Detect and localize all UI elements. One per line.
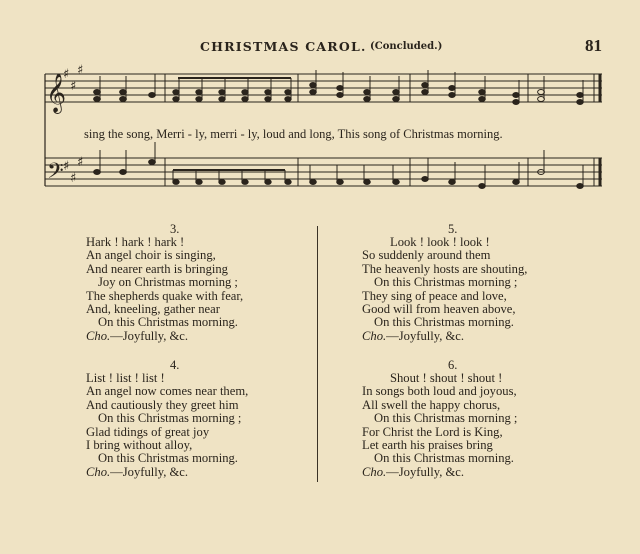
verse-line: On this Christmas morning. [374,451,514,466]
verse-line: They sing of peace and love, [362,288,507,303]
svg-text:♯: ♯ [77,155,84,170]
svg-text:♯: ♯ [70,171,77,186]
music-lyrics: sing the song, Merri - ly, merri - ly, loud and long, This song of Christmas morning. [84,127,503,141]
svg-text:♯: ♯ [63,159,70,174]
verse-line: I bring without alloy, [86,438,193,453]
page-number: 81 [585,36,602,55]
chorus-text: —Joyfully, &c. [110,464,189,479]
verse-line: And cautiously they greet him [86,397,239,412]
verse-line: Hark ! hark ! hark ! [86,235,185,249]
chorus-line [86,330,243,343]
column-divider [317,226,318,482]
verse-line: And, kneeling, gather near [86,302,220,317]
svg-text:♯: ♯ [70,79,77,94]
svg-text:♯: ♯ [77,63,84,78]
music-score [0,0,640,210]
verse-line: The heavenly hosts are shouting, [362,261,528,276]
verse-line: Shout ! shout ! shout ! [390,371,503,385]
chorus-text: —Joyfully, &c. [386,328,465,343]
verse-line: List ! list ! list ! [86,371,165,385]
verse-line: On this Christmas morning. [98,315,238,330]
verse-number: 5. [448,222,458,236]
verse-line: And nearer earth is bringing [86,261,228,276]
verse-line: Let earth his praises bring [362,438,493,453]
verse-line: On this Christmas morning ; [374,411,518,426]
verse-line: On this Christmas morning ; [98,411,242,426]
verse-line: Look ! look ! look ! [390,235,490,249]
verse-line: Glad tidings of great joy [86,424,210,439]
verse-line: So suddenly around them [362,248,491,263]
verse-line: In songs both loud and joyous, [362,384,517,399]
treble-staff [45,74,602,102]
verse-line: Joy on Christmas morning ; [98,275,238,290]
song-title: CHRISTMAS CAROL. [200,39,367,54]
chorus-line [362,330,527,343]
chorus-text: —Joyfully, &c. [110,328,189,343]
chorus-line [362,466,517,479]
verse-stanza [86,372,248,479]
treble-notes [94,70,584,105]
song-subtitle: (Concluded.) [370,41,443,52]
verse-number: 6. [448,358,458,372]
verse-number: 3. [170,222,180,236]
chorus-line [86,466,248,479]
verse-line: On this Christmas morning. [98,451,238,466]
verse-line: On this Christmas morning. [374,315,514,330]
verse-stanza [362,372,517,479]
verse-line: For Christ the Lord is King, [362,424,503,439]
verse-line: On this Christmas morning ; [374,275,518,290]
verse-line: An angel now comes near them, [86,384,249,399]
svg-text:♯: ♯ [63,67,70,82]
chorus-label: Cho. [362,464,387,479]
chorus-label: Cho. [86,328,111,343]
verse-number: 4. [170,358,180,372]
chorus-label: Cho. [86,464,111,479]
bass-clef-icon: 𝄢 [47,159,64,189]
verse-line: An angel choir is singing, [86,248,216,263]
verse-line: Good will from heaven above, [362,302,516,317]
verse-stanza [362,236,527,343]
chorus-text: —Joyfully, &c. [386,464,465,479]
verse-stanza [86,236,243,343]
verse-line: All swell the happy chorus, [362,397,501,412]
verse-line: The shepherds quake with fear, [86,288,244,303]
chorus-label: Cho. [362,328,387,343]
treble-clef-icon: 𝄞 [46,73,67,113]
